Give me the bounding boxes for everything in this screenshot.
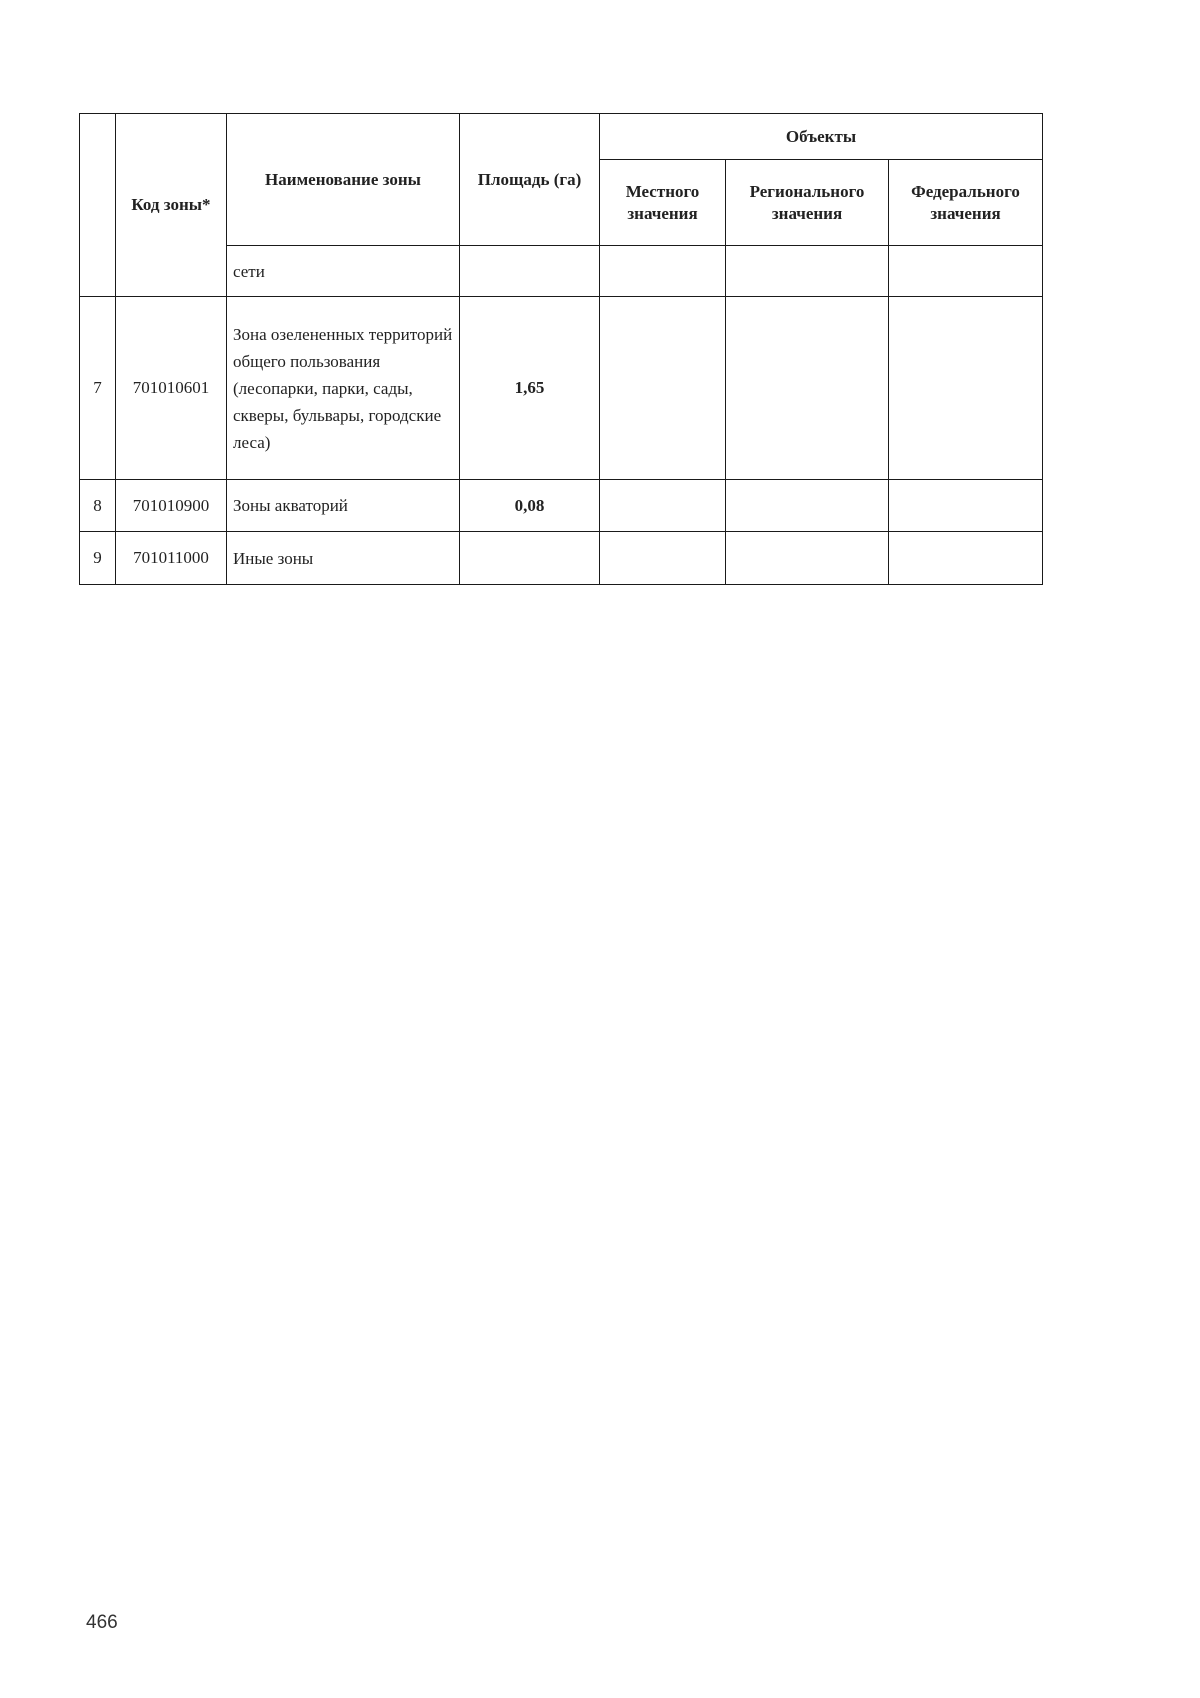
cell-local xyxy=(600,532,726,585)
header-federal: Федерального значения xyxy=(889,160,1043,246)
cell-number: 8 xyxy=(80,480,116,532)
cell-zone-name: сети xyxy=(227,246,460,297)
cell-federal xyxy=(889,297,1043,480)
table-row xyxy=(80,480,1043,532)
cell-local xyxy=(600,297,726,480)
header-number xyxy=(80,114,116,297)
header-row-1 xyxy=(80,114,1043,160)
header-regional: Регионального значения xyxy=(726,160,889,246)
cell-zone-code: 701010601 xyxy=(116,297,227,480)
cell-area: 1,65 xyxy=(460,297,600,480)
cell-zone-name: Зона озелененных территорий общего пользования (лесопарки, парки, сады, скверы, бульвары, городские леса) xyxy=(227,297,460,480)
cell-area xyxy=(460,246,600,297)
cell-zone-code: 701010900 xyxy=(116,480,227,532)
header-objects: Объекты xyxy=(600,114,1043,160)
cell-regional xyxy=(726,246,889,297)
cell-local xyxy=(600,246,726,297)
header-zone-name: Наименование зоны xyxy=(227,114,460,246)
cell-regional xyxy=(726,297,889,480)
cell-zone-name: Иные зоны xyxy=(227,532,460,585)
table-row xyxy=(80,532,1043,585)
cell-regional xyxy=(726,532,889,585)
cell-regional xyxy=(726,480,889,532)
cell-local xyxy=(600,480,726,532)
cell-area: 0,08 xyxy=(460,480,600,532)
cell-zone-code: 701011000 xyxy=(116,532,227,585)
cell-number: 7 xyxy=(80,297,116,480)
header-zone-code: Код зоны* xyxy=(116,114,227,297)
cell-area xyxy=(460,532,600,585)
cell-federal xyxy=(889,246,1043,297)
cell-number: 9 xyxy=(80,532,116,585)
table-row xyxy=(80,297,1043,480)
header-local: Местного значения xyxy=(600,160,726,246)
cell-zone-name: Зоны акваторий xyxy=(227,480,460,532)
cell-federal xyxy=(889,532,1043,585)
cell-federal xyxy=(889,480,1043,532)
page-number: 466 xyxy=(86,1612,118,1633)
header-area: Площадь (га) xyxy=(460,114,600,246)
zones-table xyxy=(79,113,1043,585)
